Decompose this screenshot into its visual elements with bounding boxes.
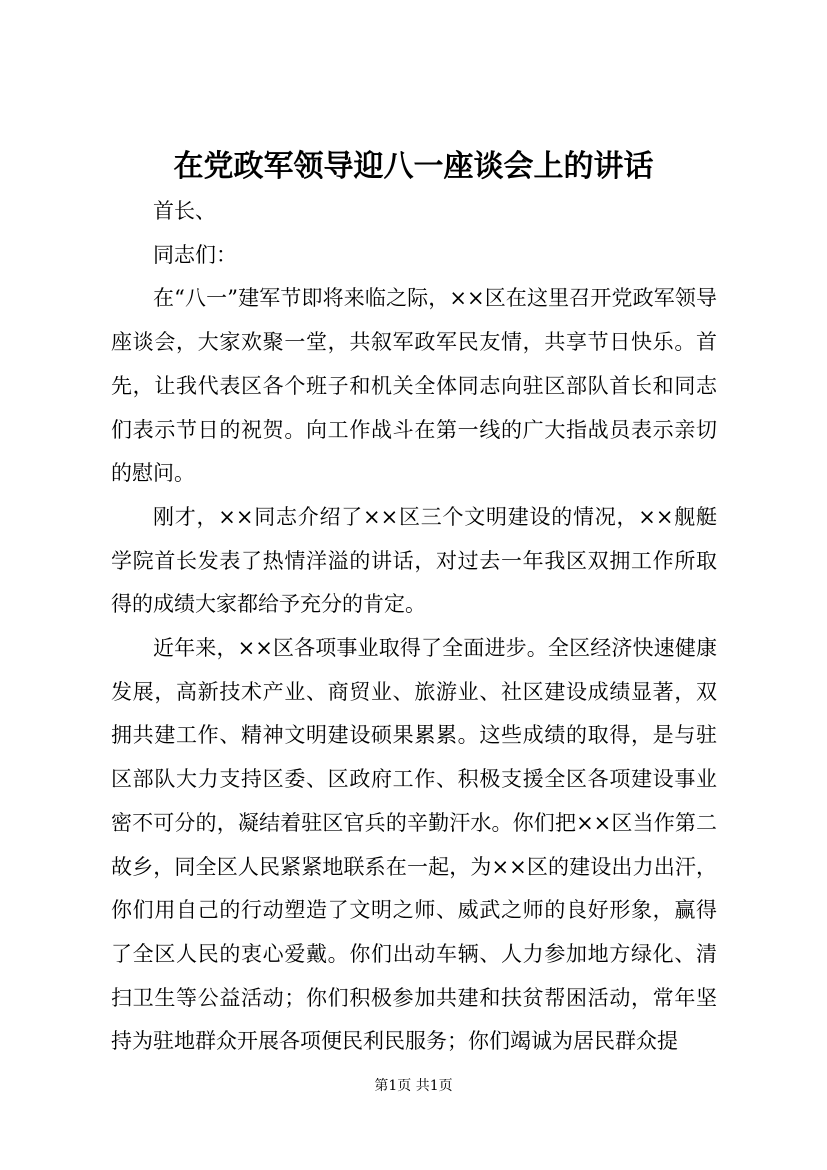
body-paragraph: 在“八一”建军节即将来临之际，××区在这里召开党政军领导座谈会，大家欢聚一堂，共叙军政军民友情，共享节日快乐。首先，让我代表区各个班子和机关全体同志向驻区部队首长和同志们表示节日的祝贺。向工作战斗在第一线的广大指战员表示亲切的慰问。 <box>111 286 717 486</box>
body-paragraph: 刚才，××同志介绍了××区三个文明建设的情况，××舰艇学院首长发表了热情洋溢的讲话，对过去一年我区双拥工作所取得的成绩大家都给予充分的肯定。 <box>111 504 717 617</box>
page-footer: 第1页 共1页 <box>374 1078 453 1094</box>
document-title: 在党政军领导迎八一座谈会上的讲话 <box>173 149 654 184</box>
document-body <box>111 190 717 1064</box>
salutation-line: 同志们： <box>153 242 237 267</box>
body-paragraph: 近年来，××区各项事业取得了全面进步。全区经济快速健康发展，高新技术产业、商贸业、旅游业、社区建设成绩显著，双拥共建工作、精神文明建设硕果累累。这些成绩的取得，是与驻区部队大力支持区委、区政府工作、积极支援全区各项建设事业密不可分的，凝结着驻区官兵的辛勤汗水。你们把××区当作第二故乡，同全区人民紧紧地联系在一起，为××区的建设出力出汗，你们用自己的行动塑造了文明之师、威武之师的良好形象，赢得了全区人民的衷心爱戴。你们出动车辆、人力参加地方绿化、清扫卫生等公益活动；你们积极参加共建和扶贫帮困活动，常年坚持为驻地群众开展各项便民利民服务；你们竭诚为居民群众提 <box>111 636 717 1054</box>
salutation-line: 首长、 <box>153 199 216 223</box>
